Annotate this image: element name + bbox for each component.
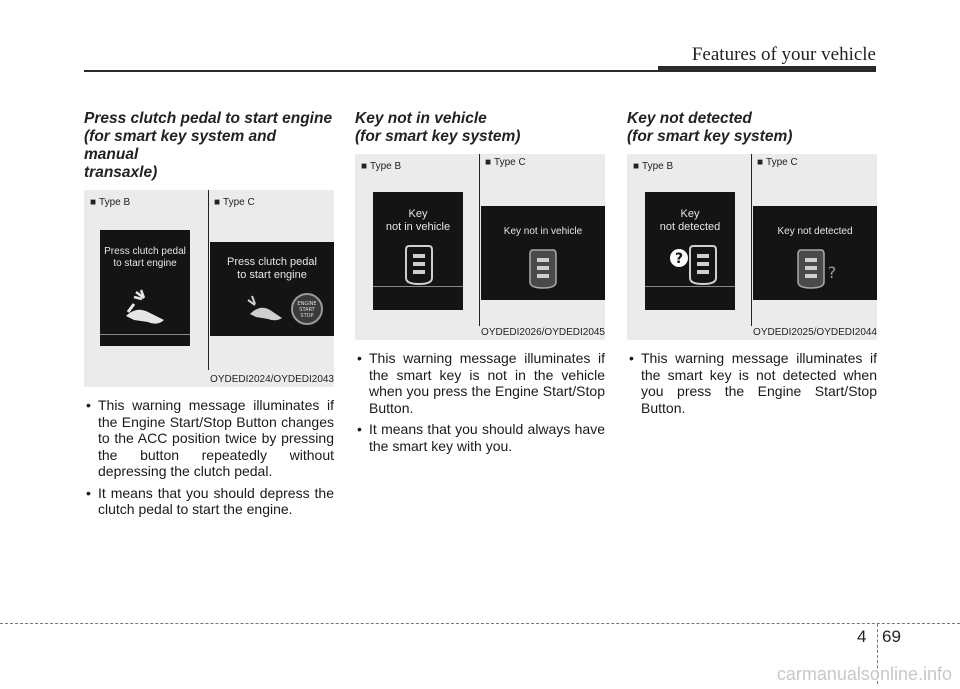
heading-line: transaxle) — [84, 164, 158, 181]
figure-code: OYDEDI2026/OYDEDI2045 — [481, 327, 605, 338]
header-title: Features of your vehicle — [691, 44, 876, 65]
screen-rule — [373, 286, 463, 287]
heading-line: Press clutch pedal to start engine — [84, 110, 333, 127]
smart-key-icon — [529, 246, 557, 290]
section-clutch-pedal — [84, 110, 334, 523]
pedal-icon — [122, 286, 172, 328]
question-mark-icon — [825, 262, 839, 282]
type-c-label: ■ Type C — [485, 157, 526, 168]
section-key-not-detected — [627, 110, 877, 421]
bullet-item: • This warning message illuminates if the Engine Start/Stop Button changes to the ACC position twice by pressing the button repeatedly without depressing the clutch pedal. — [84, 397, 334, 480]
button-text: STOP — [300, 313, 314, 319]
warning-figure — [627, 154, 877, 340]
cluster-screen-type-c — [753, 206, 877, 300]
figure-code: OYDEDI2025/OYDEDI2044 — [753, 327, 877, 338]
bullet-list — [627, 350, 877, 416]
bullet-list — [84, 397, 334, 518]
section-key-not-in-vehicle — [355, 110, 605, 459]
type-b-label: ■ Type B — [633, 161, 674, 172]
heading-line: Key not in vehicle — [355, 110, 487, 127]
screen-text: Key not detected — [777, 226, 853, 237]
type-b-label: ■ Type B — [90, 197, 131, 208]
heading-line: Key not detected — [627, 110, 752, 127]
type-b-label: ■ Type B — [361, 161, 402, 172]
svg-text:?: ? — [827, 263, 837, 282]
type-c-label: ■ Type C — [214, 197, 255, 208]
page-section-number: 4 — [857, 627, 867, 646]
cluster-screen-type-b — [645, 192, 735, 310]
screen-text: Press clutch pedal — [104, 246, 186, 257]
bullet-item: • This warning message illuminates if the smart key is not detected when you press the Engine Start/Stop Button. — [627, 350, 877, 416]
section-heading — [355, 110, 605, 146]
screen-text: to start engine — [113, 258, 177, 269]
bullet-item: • It means that you should depress the clutch pedal to start the engine. — [84, 485, 334, 518]
page-number: 69 — [882, 627, 901, 646]
smart-key-icon — [689, 242, 717, 286]
bullet-item: • This warning message illuminates if the smart key is not in the vehicle when you press the Engine Start/Stop Button. — [355, 350, 605, 416]
type-c-label: ■ Type C — [757, 157, 798, 168]
smart-key-icon — [797, 246, 825, 290]
screen-rule — [645, 286, 735, 287]
warning-figure — [355, 154, 605, 340]
figure-divider — [208, 190, 209, 370]
heading-line: (for smart key system and manual — [84, 128, 277, 163]
section-heading — [84, 110, 334, 182]
screen-text: to start engine — [237, 269, 307, 281]
screen-text: Key not in vehicle — [503, 226, 583, 237]
engine-start-button-icon — [290, 292, 324, 326]
section-heading — [627, 110, 877, 146]
figure-code: OYDEDI2024/OYDEDI2043 — [210, 374, 334, 385]
screen-text: Key — [680, 208, 700, 220]
pedal-icon — [242, 292, 288, 324]
screen-text: Press clutch pedal — [227, 256, 317, 268]
screen-rule — [100, 334, 190, 335]
svg-text:?: ? — [674, 251, 684, 267]
screen-text: Key — [408, 208, 428, 220]
heading-line: (for smart key system) — [627, 128, 793, 145]
button-text: ENGINE — [297, 301, 317, 307]
warning-figure — [84, 190, 334, 387]
watermark[interactable]: carmanualsonline.info — [776, 664, 952, 684]
footer-rule — [0, 623, 960, 624]
screen-text: not detected — [659, 221, 721, 233]
button-text: START — [299, 307, 315, 313]
cluster-screen-type-c — [481, 206, 605, 300]
cluster-screen-type-c — [210, 242, 334, 336]
question-mark-icon — [669, 248, 689, 268]
cluster-screen-type-b — [100, 230, 190, 346]
header-rule-accent — [658, 66, 876, 72]
figure-divider — [751, 154, 752, 326]
screen-text: not in vehicle — [385, 221, 451, 233]
cluster-screen-type-b — [373, 192, 463, 310]
bullet-item: • It means that you should always have the smart key with you. — [355, 421, 605, 454]
figure-divider — [479, 154, 480, 326]
bullet-list — [355, 350, 605, 454]
smart-key-icon — [405, 242, 433, 286]
heading-line: (for smart key system) — [355, 128, 521, 145]
